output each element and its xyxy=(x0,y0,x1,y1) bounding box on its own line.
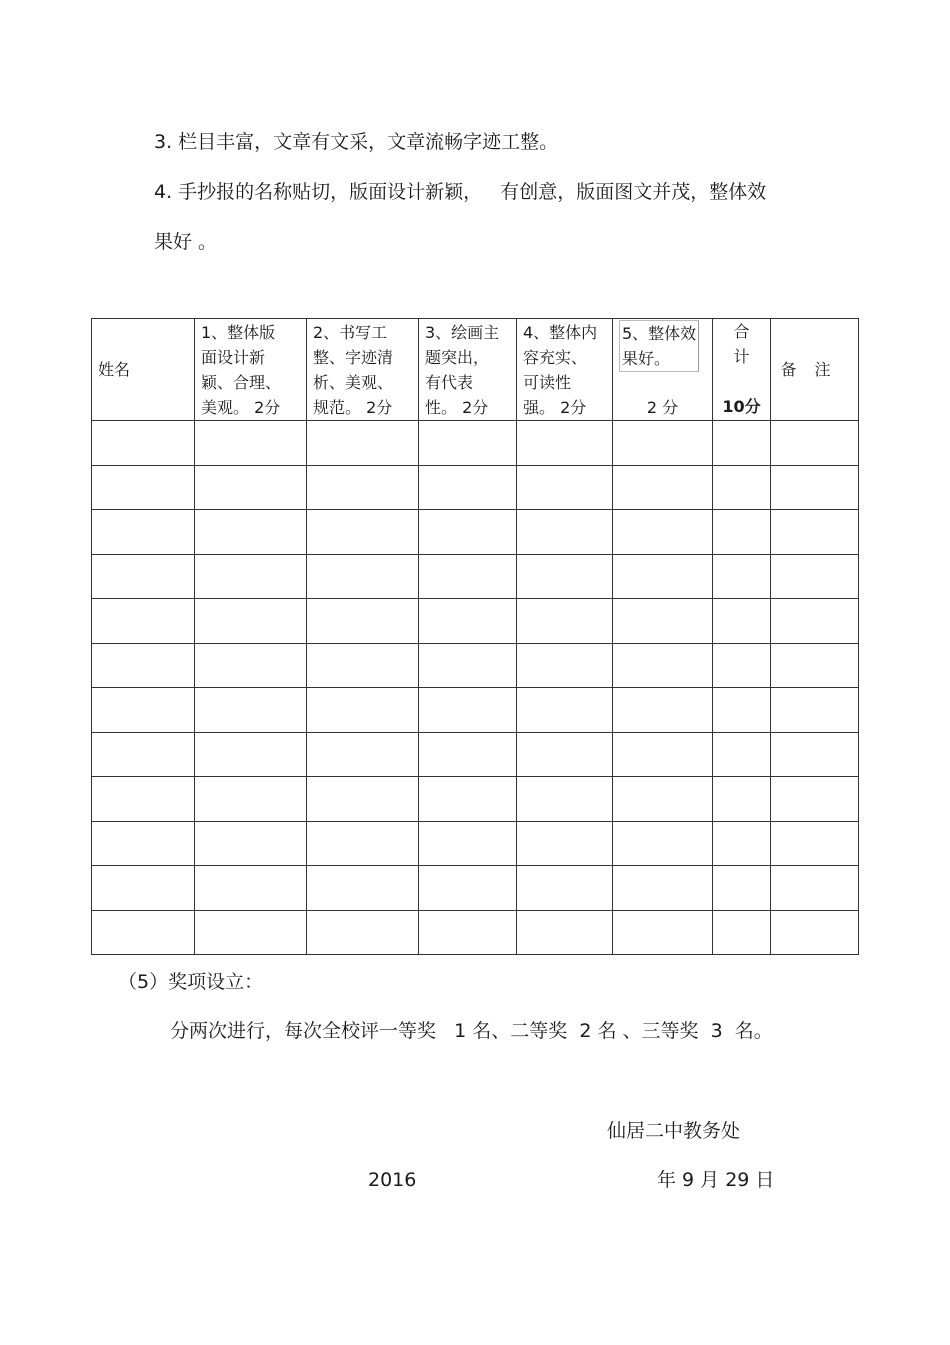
table-cell[interactable] xyxy=(195,421,307,466)
table-cell[interactable] xyxy=(307,866,419,911)
table-cell[interactable] xyxy=(613,821,713,866)
table-cell[interactable] xyxy=(195,643,307,688)
table-cell[interactable] xyxy=(92,643,195,688)
awards-heading: （5）奖项设立： xyxy=(118,971,264,993)
table-cell[interactable] xyxy=(713,910,771,955)
table-cell[interactable] xyxy=(419,421,517,466)
header-criterion-4: 4、整体内 容充实、 可读性 强。 2分 xyxy=(517,319,613,421)
table-cell[interactable] xyxy=(613,643,713,688)
table-cell[interactable] xyxy=(771,554,859,599)
criterion-5-score: 2 分 xyxy=(646,398,679,417)
table-cell[interactable] xyxy=(771,599,859,644)
table-row xyxy=(92,777,859,822)
table-cell[interactable] xyxy=(613,599,713,644)
table-cell[interactable] xyxy=(613,866,713,911)
table-cell[interactable] xyxy=(195,910,307,955)
table-cell[interactable] xyxy=(713,554,771,599)
table-cell[interactable] xyxy=(307,777,419,822)
table-cell[interactable] xyxy=(419,732,517,777)
table-cell[interactable] xyxy=(613,554,713,599)
table-cell[interactable] xyxy=(713,643,771,688)
table-cell[interactable] xyxy=(195,777,307,822)
table-cell[interactable] xyxy=(92,465,195,510)
table-row xyxy=(92,821,859,866)
table-cell[interactable] xyxy=(613,421,713,466)
table-cell[interactable] xyxy=(419,554,517,599)
table-cell[interactable] xyxy=(307,465,419,510)
table-cell[interactable] xyxy=(613,910,713,955)
table-cell[interactable] xyxy=(92,910,195,955)
date-year: 2016 xyxy=(368,1169,417,1191)
table-cell[interactable] xyxy=(419,465,517,510)
table-cell[interactable] xyxy=(517,510,613,555)
table-cell[interactable] xyxy=(613,510,713,555)
table-row xyxy=(92,554,859,599)
table-cell[interactable] xyxy=(92,510,195,555)
table-cell[interactable] xyxy=(419,599,517,644)
table-cell[interactable] xyxy=(92,777,195,822)
table-cell[interactable] xyxy=(517,599,613,644)
table-cell[interactable] xyxy=(517,421,613,466)
table-cell[interactable] xyxy=(419,821,517,866)
table-cell[interactable] xyxy=(92,688,195,733)
table-cell[interactable] xyxy=(195,554,307,599)
header-name: 姓名 xyxy=(92,319,195,421)
table-cell[interactable] xyxy=(517,777,613,822)
table-cell[interactable] xyxy=(307,421,419,466)
header-criterion-1: 1、整体版 面设计新 颖、合理、 美观。 2分 xyxy=(195,319,307,421)
table-cell[interactable] xyxy=(419,910,517,955)
awards-text: 分两次进行，每次全校评一等奖 1 名、二等奖 2 名 、三等奖 3 名。 xyxy=(170,1020,773,1042)
table-cell[interactable] xyxy=(419,777,517,822)
table-cell[interactable] xyxy=(771,732,859,777)
table-cell[interactable] xyxy=(713,732,771,777)
header-note: 备注 xyxy=(771,319,859,421)
table-cell[interactable] xyxy=(713,777,771,822)
table-row xyxy=(92,688,859,733)
table-cell[interactable] xyxy=(307,910,419,955)
table-cell[interactable] xyxy=(613,688,713,733)
table-cell[interactable] xyxy=(419,510,517,555)
table-cell[interactable] xyxy=(92,599,195,644)
table-cell[interactable] xyxy=(771,910,859,955)
table-cell[interactable] xyxy=(195,510,307,555)
table-row xyxy=(92,910,859,955)
table-cell[interactable] xyxy=(307,732,419,777)
table-row xyxy=(92,510,859,555)
table-cell[interactable] xyxy=(195,821,307,866)
table-row xyxy=(92,866,859,911)
table-cell[interactable] xyxy=(613,465,713,510)
table-cell[interactable] xyxy=(771,421,859,466)
score-table xyxy=(91,318,859,955)
table-cell[interactable] xyxy=(771,465,859,510)
table-cell[interactable] xyxy=(517,688,613,733)
table-cell[interactable] xyxy=(307,510,419,555)
table-cell[interactable] xyxy=(613,732,713,777)
table-cell[interactable] xyxy=(195,465,307,510)
table-cell[interactable] xyxy=(419,688,517,733)
table-cell[interactable] xyxy=(195,599,307,644)
table-cell[interactable] xyxy=(771,866,859,911)
table-cell[interactable] xyxy=(713,599,771,644)
table-cell[interactable] xyxy=(307,688,419,733)
table-cell[interactable] xyxy=(517,643,613,688)
office-signature: 仙居二中教务处 xyxy=(607,1120,741,1142)
table-cell[interactable] xyxy=(92,554,195,599)
table-cell[interactable] xyxy=(771,821,859,866)
table-row xyxy=(92,421,859,466)
table-cell[interactable] xyxy=(307,643,419,688)
table-cell[interactable] xyxy=(195,732,307,777)
table-cell[interactable] xyxy=(517,821,613,866)
header-row xyxy=(92,319,859,421)
criterion-4-cont: 果好 。 xyxy=(154,231,218,253)
table-cell[interactable] xyxy=(307,554,419,599)
table-cell[interactable] xyxy=(92,821,195,866)
criterion-3: 3. 栏目丰富，文章有文采，文章流畅字迹工整。 xyxy=(154,131,559,153)
table-cell[interactable] xyxy=(713,510,771,555)
table-cell[interactable] xyxy=(713,465,771,510)
table-cell[interactable] xyxy=(517,866,613,911)
table-cell[interactable] xyxy=(195,688,307,733)
table-row xyxy=(92,465,859,510)
header-criterion-5 xyxy=(613,319,713,421)
header-total: 合 计 10分 xyxy=(713,319,771,421)
table-cell[interactable] xyxy=(517,910,613,955)
table-cell[interactable] xyxy=(307,599,419,644)
table-cell[interactable] xyxy=(771,510,859,555)
table-cell[interactable] xyxy=(307,821,419,866)
table-cell[interactable] xyxy=(713,421,771,466)
table-cell[interactable] xyxy=(713,821,771,866)
table-row xyxy=(92,732,859,777)
table-row xyxy=(92,643,859,688)
table-cell[interactable] xyxy=(517,465,613,510)
table-cell[interactable] xyxy=(92,732,195,777)
table-cell[interactable] xyxy=(613,777,713,822)
table-cell[interactable] xyxy=(419,866,517,911)
header-criterion-3: 3、绘画主 题突出， 有代表 性。 2分 xyxy=(419,319,517,421)
table-cell[interactable] xyxy=(92,866,195,911)
table-cell[interactable] xyxy=(771,643,859,688)
date-month-day: 年 9 月 29 日 xyxy=(657,1169,775,1191)
table-cell[interactable] xyxy=(92,421,195,466)
table-cell[interactable] xyxy=(713,688,771,733)
table-cell[interactable] xyxy=(771,688,859,733)
table-cell[interactable] xyxy=(419,643,517,688)
table-cell[interactable] xyxy=(771,777,859,822)
table-cell[interactable] xyxy=(713,866,771,911)
criterion-4: 4. 手抄报的名称贴切，版面设计新颖， 有创意，版面图文并茂，整体效 xyxy=(154,181,767,203)
table-cell[interactable] xyxy=(517,732,613,777)
table-row xyxy=(92,599,859,644)
criterion-5-text: 5、整体效 果好。 xyxy=(619,320,699,372)
table-cell[interactable] xyxy=(517,554,613,599)
table-cell[interactable] xyxy=(195,866,307,911)
header-criterion-2: 2、书写工 整、字迹清 析、美观、 规范。 2分 xyxy=(307,319,419,421)
